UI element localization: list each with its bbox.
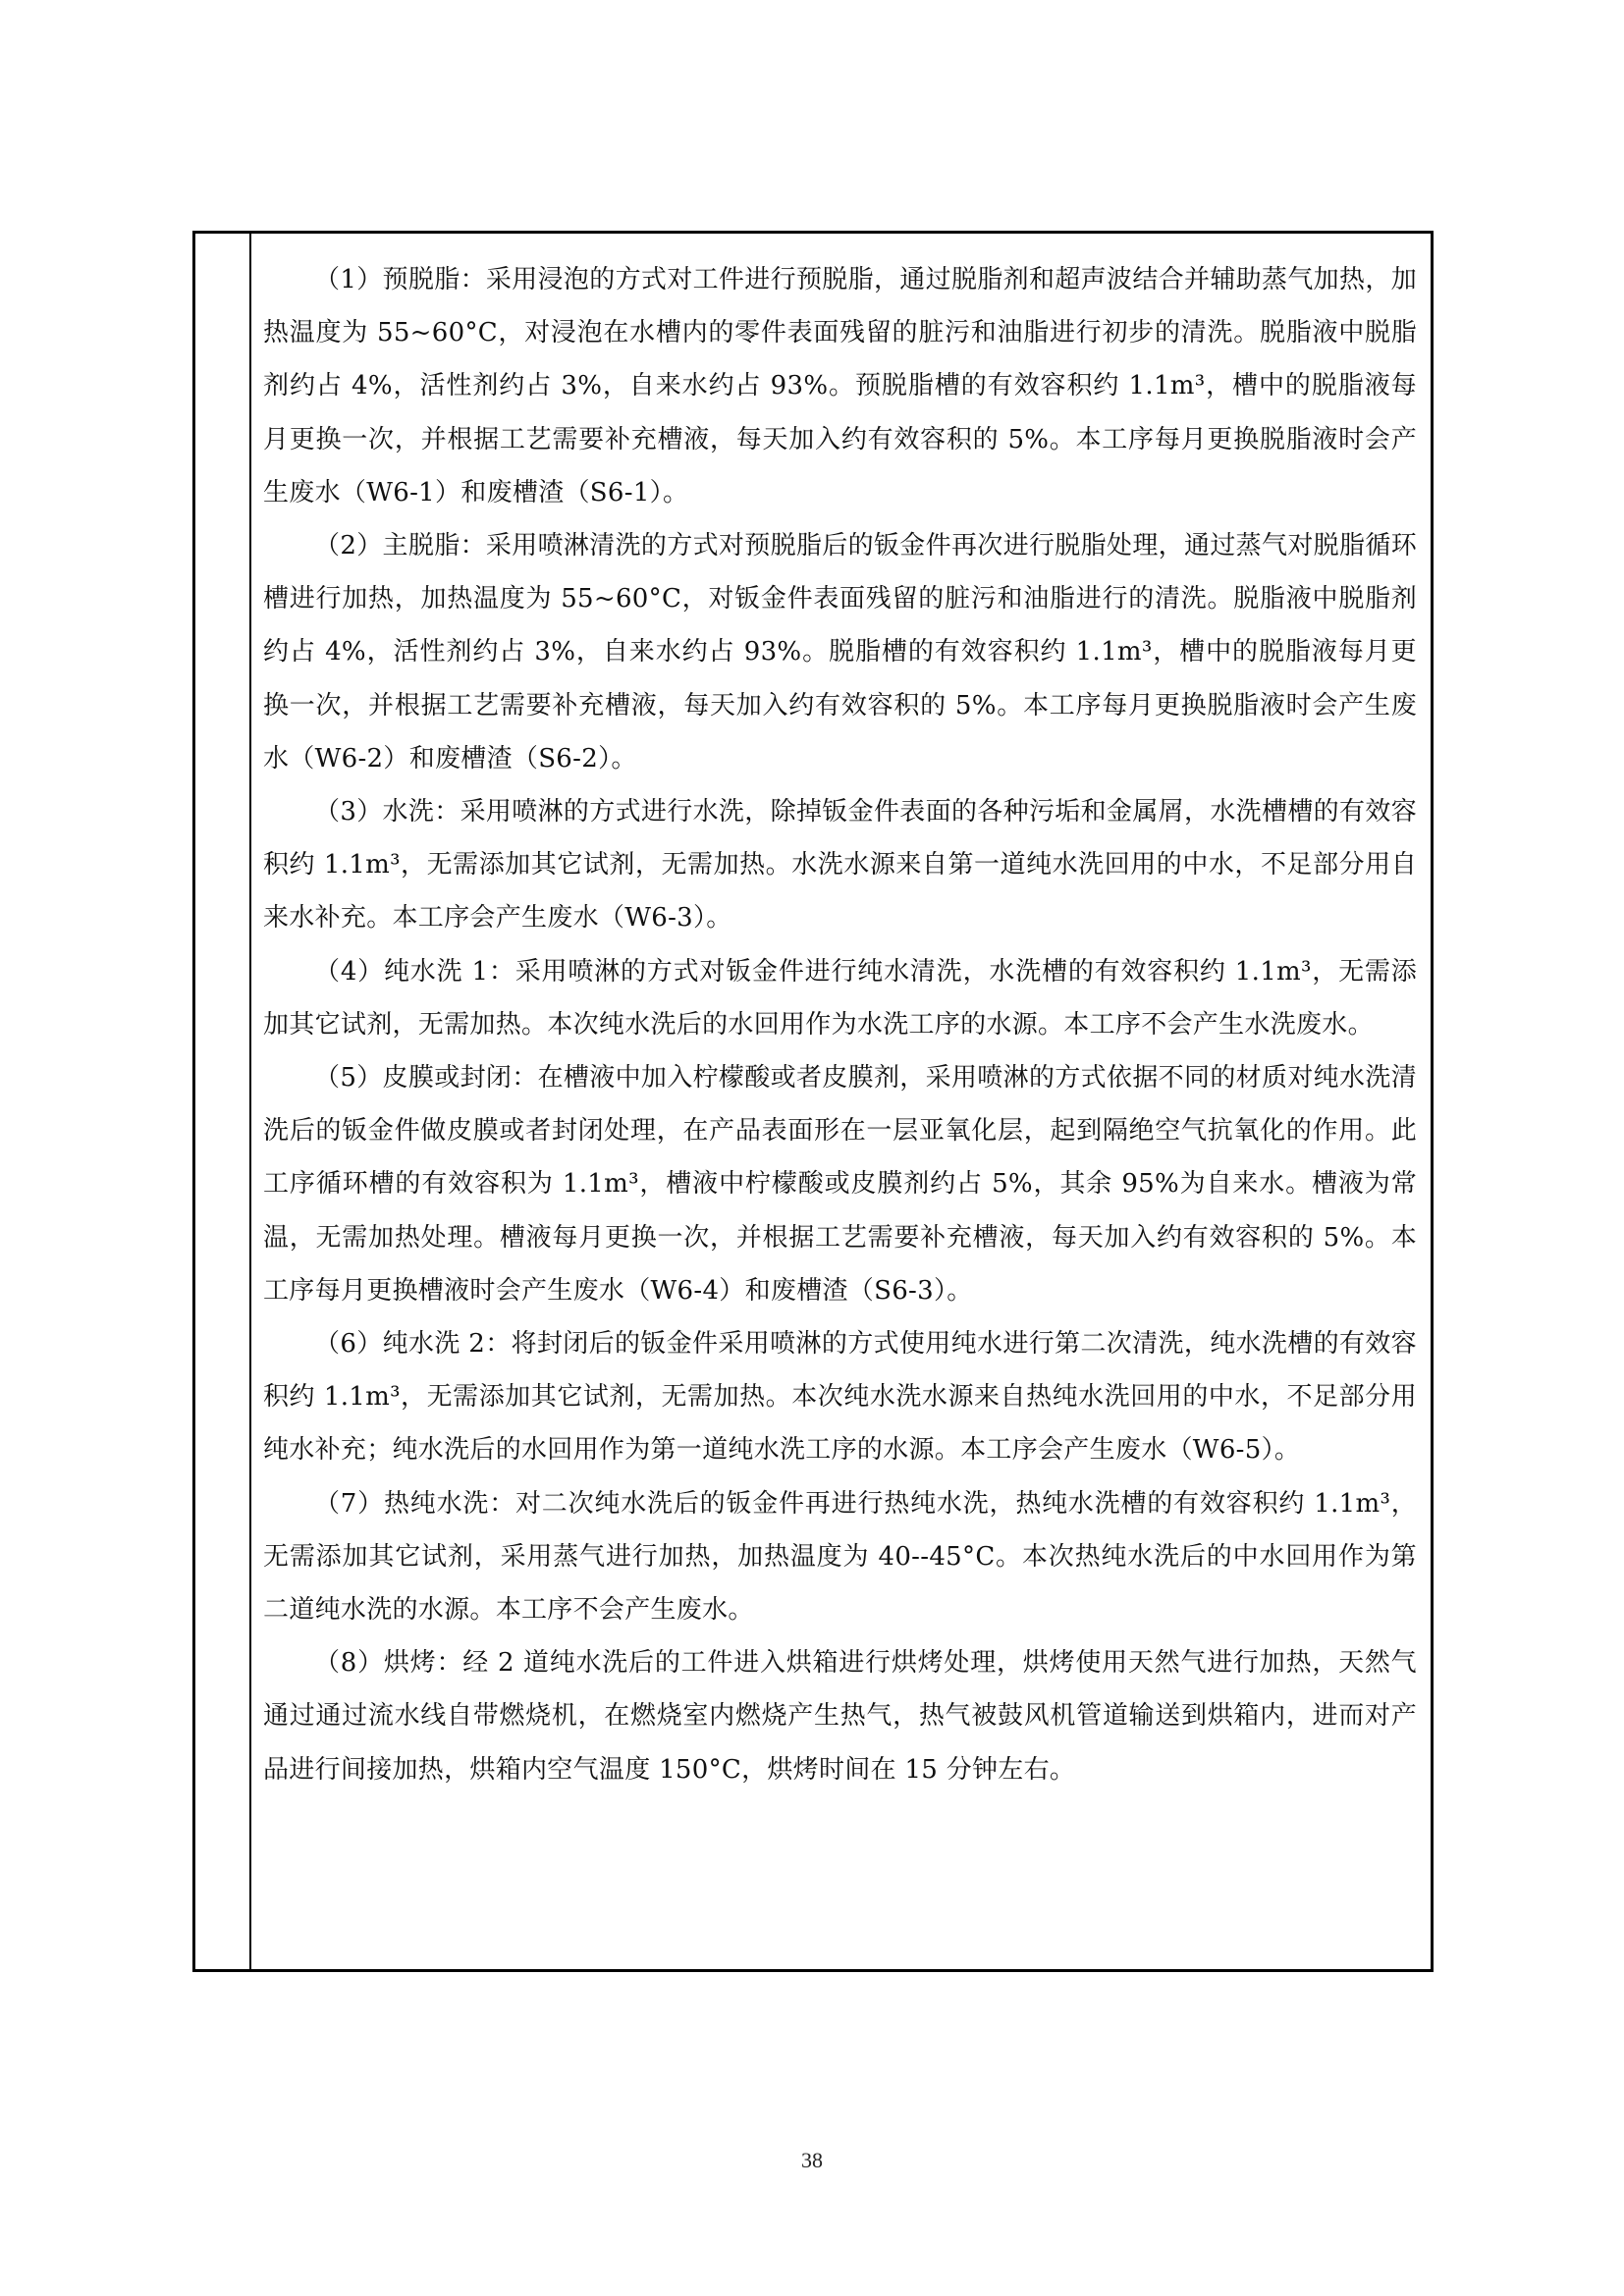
- paragraph-hot-pure-water-wash: （7）热纯水洗：对二次纯水洗后的钣金件再进行热纯水洗，热纯水洗槽的有效容积约 1.1m³，无需添加其它试剂，采用蒸气进行加热，加热温度为 40--45°C。本次热纯水洗后的中水回用作为第二道纯水洗的水源。本工序不会产生废水。: [263, 1488, 1417, 1626]
- left-label-column: [195, 234, 251, 1969]
- content-table-frame: [192, 231, 1434, 1972]
- paragraph-film-or-seal: （5）皮膜或封闭：在槽液中加入柠檬酸或者皮膜剂，采用喷淋的方式依据不同的材质对纯水洗清洗后的钣金件做皮膜或者封闭处理，在产品表面形在一层亚氧化层，起到隔绝空气抗氧化的作用。此工序循环槽的有效容积为 1.1m³，槽液中柠檬酸或皮膜剂约占 5%，其余 95%为自来水。槽液为常温，无需加热处理。槽液每月更换一次，并根据工艺需要补充槽液，每天加入约有效容积的 5%。本工序每月更换槽液时会产生废水（W6-4）和废槽渣（S6-3）。: [263, 1063, 1417, 1306]
- paragraph-main-degreasing: （2）主脱脂：采用喷淋清洗的方式对预脱脂后的钣金件再次进行脱脂处理，通过蒸气对脱脂循环槽进行加热，加热温度为 55~60°C，对钣金件表面残留的脏污和油脂进行的清洗。脱脂液中脱脂剂约占 4%，活性剂约占 3%，自来水约占 93%。脱脂槽的有效容积约 1.1m³，槽中的脱脂液每月更换一次，并根据工艺需要补充槽液，每天加入约有效容积的 5%。本工序每月更换脱脂液时会产生废水（W6-2）和废槽渣（S6-2）。: [263, 531, 1417, 774]
- paragraph-pre-degreasing: （1）预脱脂：采用浸泡的方式对工件进行预脱脂，通过脱脂剂和超声波结合并辅助蒸气加热，加热温度为 55~60°C，对浸泡在水槽内的零件表面残留的脏污和油脂进行初步的清洗。脱脂液中脱脂剂约占 4%，活性剂约占 3%，自来水约占 93%。预脱脂槽的有效容积约 1.1m³，槽中的脱脂液每月更换一次，并根据工艺需要补充槽液，每天加入约有效容积的 5%。本工序每月更换脱脂液时会产生废水（W6-1）和废槽渣（S6-1）。: [263, 265, 1417, 507]
- paragraph-water-wash: （3）水洗：采用喷淋的方式进行水洗，除掉钣金件表面的各种污垢和金属屑，水洗槽槽的有效容积约 1.1m³，无需添加其它试剂，无需加热。水洗水源来自第一道纯水洗回用的中水，不足部分用自来水补充。本工序会产生废水（W6-3）。: [263, 797, 1417, 934]
- paragraph-baking: （8）烘烤：经 2 道纯水洗后的工件进入烘箱进行烘烤处理，烘烤使用天然气进行加热，天然气通过通过流水线自带燃烧机，在燃烧室内燃烧产生热气，热气被鼓风机管道输送到烘箱内，进而对产品进行间接加热，烘箱内空气温度 150°C，烘烤时间在 15 分钟左右。: [263, 1648, 1417, 1785]
- paragraph-pure-water-wash-1: （4）纯水洗 1：采用喷淋的方式对钣金件进行纯水清洗，水洗槽的有效容积约 1.1m³，无需添加其它试剂，无需加热。本次纯水洗后的水回用作为水洗工序的水源。本工序不会产生水洗废水。: [263, 956, 1417, 1040]
- paragraph-pure-water-wash-2: （6）纯水洗 2：将封闭后的钣金件采用喷淋的方式使用纯水进行第二次清洗，纯水洗槽的有效容积约 1.1m³，无需添加其它试剂，无需加热。本次纯水洗水源来自热纯水洗回用的中水，不足部分用纯水补充；纯水洗后的水回用作为第一道纯水洗工序的水源。本工序会产生废水（W6-5）。: [263, 1329, 1417, 1466]
- process-description: [263, 253, 1417, 1796]
- page-number: 38: [801, 2148, 823, 2172]
